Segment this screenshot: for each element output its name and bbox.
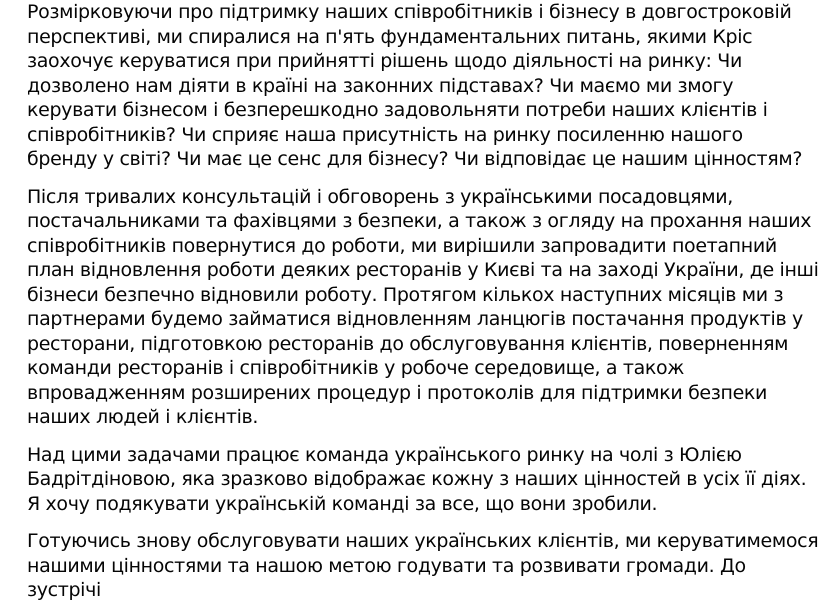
text-line: постачальниками та фахівцями з безпеки, а також з огляду на прохання наших [27, 210, 812, 232]
text-line: наших людей і клієнтів. [27, 406, 259, 428]
paragraph-1 [27, 0, 803, 172]
text-line: команди ресторанів і співробітників у робоче середовище, а також [27, 357, 685, 379]
text-line: Після тривалих консультацій і обговорень з українськими посадовцями, [27, 185, 733, 208]
paragraph-4 [27, 529, 819, 603]
text-line: Готуючись знову обслуговувати наших українських клієнтів, ми керуватимемося [27, 530, 819, 552]
text-line: перспективі, ми спиралися на п'ять фундаментальних питань, якими Кріс [27, 25, 753, 48]
text-line: зустрічі [27, 579, 101, 601]
text-line: бренду у світі? Чи має це сенс для бізнесу? Чи відповідає це нашим цінностям? [27, 148, 803, 170]
paragraph-2 [27, 185, 819, 430]
text-line: партнерами будемо займатися відновленням ланцюгів постачання продуктів у [27, 308, 803, 330]
text-line: дозволено нам діяти в країні на законних підставах? Чи маємо ми змогу [27, 74, 734, 97]
text-line: співробітників повернутися до роботи, ми вирішили запровадити поетапний [27, 234, 777, 257]
text-line: керувати бізнесом і безперешкодно задовольняти потреби наших клієнтів і [27, 99, 768, 121]
text-line: заохочує керуватися при прийнятті рішень щодо діяльності на ринку: Чи [27, 50, 742, 72]
text-line: Розмірковуючи про підтримку наших співробітників і бізнесу в довгостроковій [27, 1, 792, 23]
text-line: нашими цінностями та нашою метою годувати та розвивати громади. До [27, 554, 746, 577]
text-line: впровадженням розширених процедур і протоколів для підтримки безпеки [27, 381, 768, 404]
text-line: план відновлення роботи деяких ресторанів у Києві та на заході України, де інші [27, 259, 819, 281]
text-line: ресторани, підготовкою ресторанів до обслуговування клієнтів, поверненням [27, 332, 789, 355]
text-line: співробітників? Чи сприяє наша присутність на ринку посиленню нашого [27, 123, 743, 146]
text-line: Бадрітдіновою, яка зразково відображає кожну з наших цінностей в усіх її діях. [27, 468, 807, 490]
text-line: Я хочу подякувати українській команді за все, що вони зробили. [27, 492, 658, 515]
text-line: бізнеси безпечно відновили роботу. Протягом кількох наступних місяців ми з [27, 283, 784, 306]
paragraph-3 [27, 443, 807, 517]
text-line: Над цими задачами працює команда українського ринку на чолі з Юлією [27, 443, 742, 466]
